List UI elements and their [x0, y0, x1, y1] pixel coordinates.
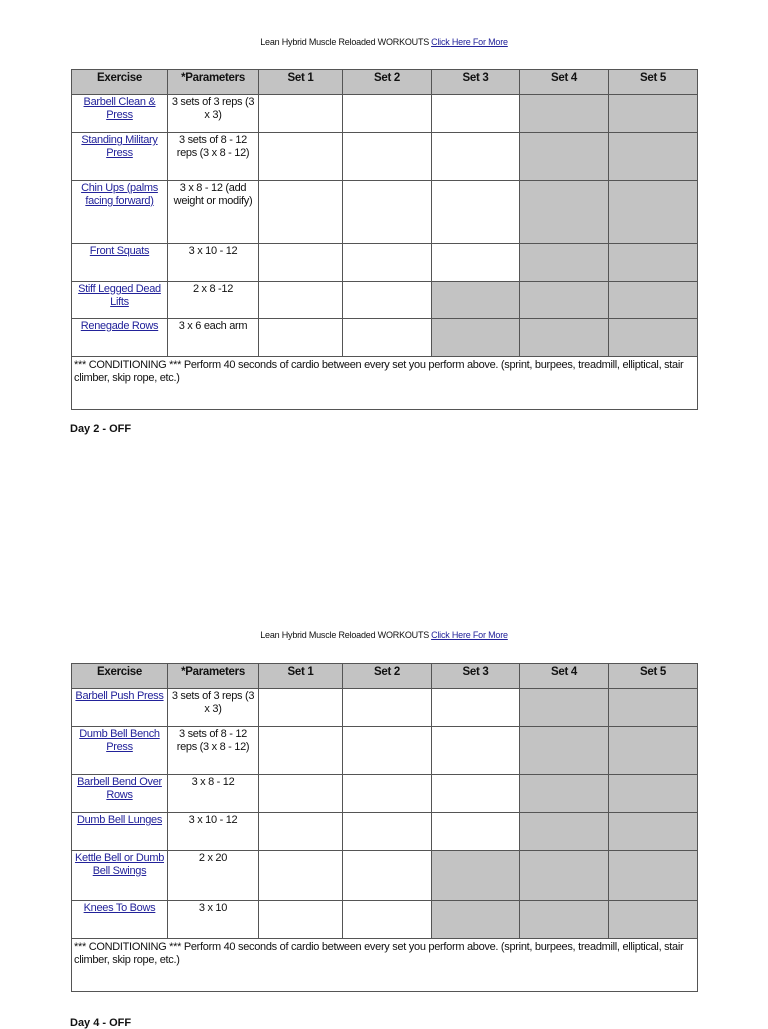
set-4-cell [520, 95, 609, 133]
set-1-cell[interactable] [259, 901, 343, 939]
conditioning-note: *** CONDITIONING *** Perform 40 seconds of cardio between every set you perform above. (sprint, burpees, treadmill, elliptical, stair climber, skip rope, etc.) [72, 939, 698, 992]
column-header: Set 1 [259, 70, 343, 95]
table-row [72, 727, 698, 775]
set-3-cell[interactable] [432, 244, 520, 282]
parameters-cell: 3 sets of 8 - 12 reps (3 x 8 - 12) [168, 727, 259, 775]
set-2-cell[interactable] [343, 775, 432, 813]
set-5-cell [609, 851, 698, 901]
exercise-cell [72, 775, 168, 813]
set-5-cell [609, 244, 698, 282]
table-row [72, 689, 698, 727]
workout-table-1 [71, 69, 698, 410]
set-2-cell[interactable] [343, 901, 432, 939]
table-row [72, 95, 698, 133]
header-row [72, 70, 698, 95]
parameters-cell: 3 x 8 - 12 [168, 775, 259, 813]
table-row [72, 851, 698, 901]
set-3-cell[interactable] [432, 775, 520, 813]
set-5-cell [609, 95, 698, 133]
set-2-cell[interactable] [343, 689, 432, 727]
column-header: Set 4 [520, 70, 609, 95]
column-header: Set 3 [432, 664, 520, 689]
table-row [72, 813, 698, 851]
column-header: Set 2 [343, 70, 432, 95]
parameters-cell: 3 sets of 3 reps (3 x 3) [168, 689, 259, 727]
set-2-cell[interactable] [343, 95, 432, 133]
exercise-link[interactable]: Standing Military Press [81, 134, 158, 159]
exercise-cell [72, 689, 168, 727]
column-header: Set 5 [609, 664, 698, 689]
table-row [72, 901, 698, 939]
exercise-link[interactable]: Barbell Bend Over Rows [77, 776, 162, 801]
table-row [72, 282, 698, 319]
set-1-cell[interactable] [259, 181, 343, 244]
exercise-cell [72, 851, 168, 901]
page-header-2 [0, 630, 768, 640]
header-title: Lean Hybrid Muscle Reloaded WORKOUTS [260, 37, 430, 47]
set-3-cell [432, 319, 520, 357]
set-4-cell [520, 282, 609, 319]
set-4-cell [520, 775, 609, 813]
conditioning-row [72, 357, 698, 410]
set-1-cell[interactable] [259, 133, 343, 181]
set-2-cell[interactable] [343, 319, 432, 357]
set-5-cell [609, 727, 698, 775]
exercise-cell [72, 901, 168, 939]
set-1-cell[interactable] [259, 727, 343, 775]
workout-table-2 [71, 663, 698, 992]
parameters-cell: 3 sets of 3 reps (3 x 3) [168, 95, 259, 133]
set-5-cell [609, 813, 698, 851]
table-row [72, 181, 698, 244]
parameters-cell: 2 x 8 -12 [168, 282, 259, 319]
column-header: Set 5 [609, 70, 698, 95]
parameters-cell: 3 x 10 - 12 [168, 244, 259, 282]
column-header: Set 2 [343, 664, 432, 689]
exercise-link[interactable]: Barbell Push Press [75, 690, 164, 702]
set-3-cell[interactable] [432, 813, 520, 851]
exercise-cell [72, 727, 168, 775]
set-4-cell [520, 727, 609, 775]
parameters-cell: 2 x 20 [168, 851, 259, 901]
parameters-cell: 3 x 8 - 12 (add weight or modify) [168, 181, 259, 244]
set-3-cell[interactable] [432, 689, 520, 727]
exercise-link[interactable]: Chin Ups (palms facing forward) [81, 182, 158, 207]
exercise-cell [72, 282, 168, 319]
parameters-cell: 3 sets of 8 - 12 reps (3 x 8 - 12) [168, 133, 259, 181]
exercise-cell [72, 95, 168, 133]
set-1-cell[interactable] [259, 813, 343, 851]
set-1-cell[interactable] [259, 319, 343, 357]
column-header: Exercise [72, 664, 168, 689]
column-header: Exercise [72, 70, 168, 95]
set-3-cell [432, 851, 520, 901]
column-header: *Parameters [168, 664, 259, 689]
column-header: Set 1 [259, 664, 343, 689]
page-header [0, 37, 768, 47]
table-row [72, 133, 698, 181]
exercise-link[interactable]: Knees To Bows [83, 902, 156, 914]
click-here-link[interactable]: Click Here For More [431, 37, 508, 47]
set-3-cell[interactable] [432, 181, 520, 244]
set-5-cell [609, 901, 698, 939]
set-4-cell [520, 901, 609, 939]
set-1-cell[interactable] [259, 689, 343, 727]
exercise-link[interactable]: Renegade Rows [80, 320, 159, 332]
day-4-label: Day 4 - OFF [70, 1017, 132, 1029]
set-1-cell[interactable] [259, 244, 343, 282]
conditioning-row [72, 939, 698, 992]
exercise-link[interactable]: Stiff Legged Dead Lifts [78, 283, 161, 308]
day-2-label: Day 2 - OFF [70, 423, 132, 435]
set-4-cell [520, 689, 609, 727]
set-4-cell [520, 133, 609, 181]
exercise-link[interactable]: Kettle Bell or Dumb Bell Swings [74, 852, 165, 877]
set-2-cell[interactable] [343, 851, 432, 901]
set-5-cell [609, 689, 698, 727]
exercise-cell [72, 133, 168, 181]
set-5-cell [609, 181, 698, 244]
exercise-link[interactable]: Barbell Clean & Press [83, 96, 156, 121]
parameters-cell: 3 x 10 [168, 901, 259, 939]
header-title: Lean Hybrid Muscle Reloaded WORKOUTS [260, 630, 430, 640]
set-2-cell[interactable] [343, 133, 432, 181]
parameters-cell: 3 x 6 each arm [168, 319, 259, 357]
set-5-cell [609, 282, 698, 319]
exercise-cell [72, 181, 168, 244]
set-4-cell [520, 181, 609, 244]
parameters-cell: 3 x 10 - 12 [168, 813, 259, 851]
set-2-cell[interactable] [343, 813, 432, 851]
column-header: Set 4 [520, 664, 609, 689]
header-row [72, 664, 698, 689]
exercise-cell [72, 244, 168, 282]
column-header: Set 3 [432, 70, 520, 95]
set-4-cell [520, 319, 609, 357]
set-5-cell [609, 319, 698, 357]
set-2-cell[interactable] [343, 282, 432, 319]
exercise-link[interactable]: Front Squats [89, 245, 150, 257]
set-3-cell [432, 901, 520, 939]
exercise-cell [72, 319, 168, 357]
set-3-cell[interactable] [432, 133, 520, 181]
table-row [72, 775, 698, 813]
set-3-cell[interactable] [432, 95, 520, 133]
set-5-cell [609, 775, 698, 813]
set-2-cell[interactable] [343, 244, 432, 282]
exercise-link[interactable]: Dumb Bell Bench Press [79, 728, 160, 753]
set-2-cell[interactable] [343, 727, 432, 775]
set-1-cell[interactable] [259, 95, 343, 133]
set-4-cell [520, 244, 609, 282]
set-1-cell[interactable] [259, 282, 343, 319]
conditioning-note: *** CONDITIONING *** Perform 40 seconds of cardio between every set you perform above. (sprint, burpees, treadmill, elliptical, stair climber, skip rope, etc.) [72, 357, 698, 410]
table-row [72, 244, 698, 282]
set-3-cell [432, 282, 520, 319]
set-1-cell[interactable] [259, 775, 343, 813]
column-header: *Parameters [168, 70, 259, 95]
set-5-cell [609, 133, 698, 181]
set-4-cell [520, 851, 609, 901]
exercise-link[interactable]: Dumb Bell Lunges [76, 814, 163, 826]
set-2-cell[interactable] [343, 181, 432, 244]
table-row [72, 319, 698, 357]
set-1-cell[interactable] [259, 851, 343, 901]
set-4-cell [520, 813, 609, 851]
click-here-link[interactable]: Click Here For More [431, 630, 508, 640]
exercise-cell [72, 813, 168, 851]
set-3-cell[interactable] [432, 727, 520, 775]
